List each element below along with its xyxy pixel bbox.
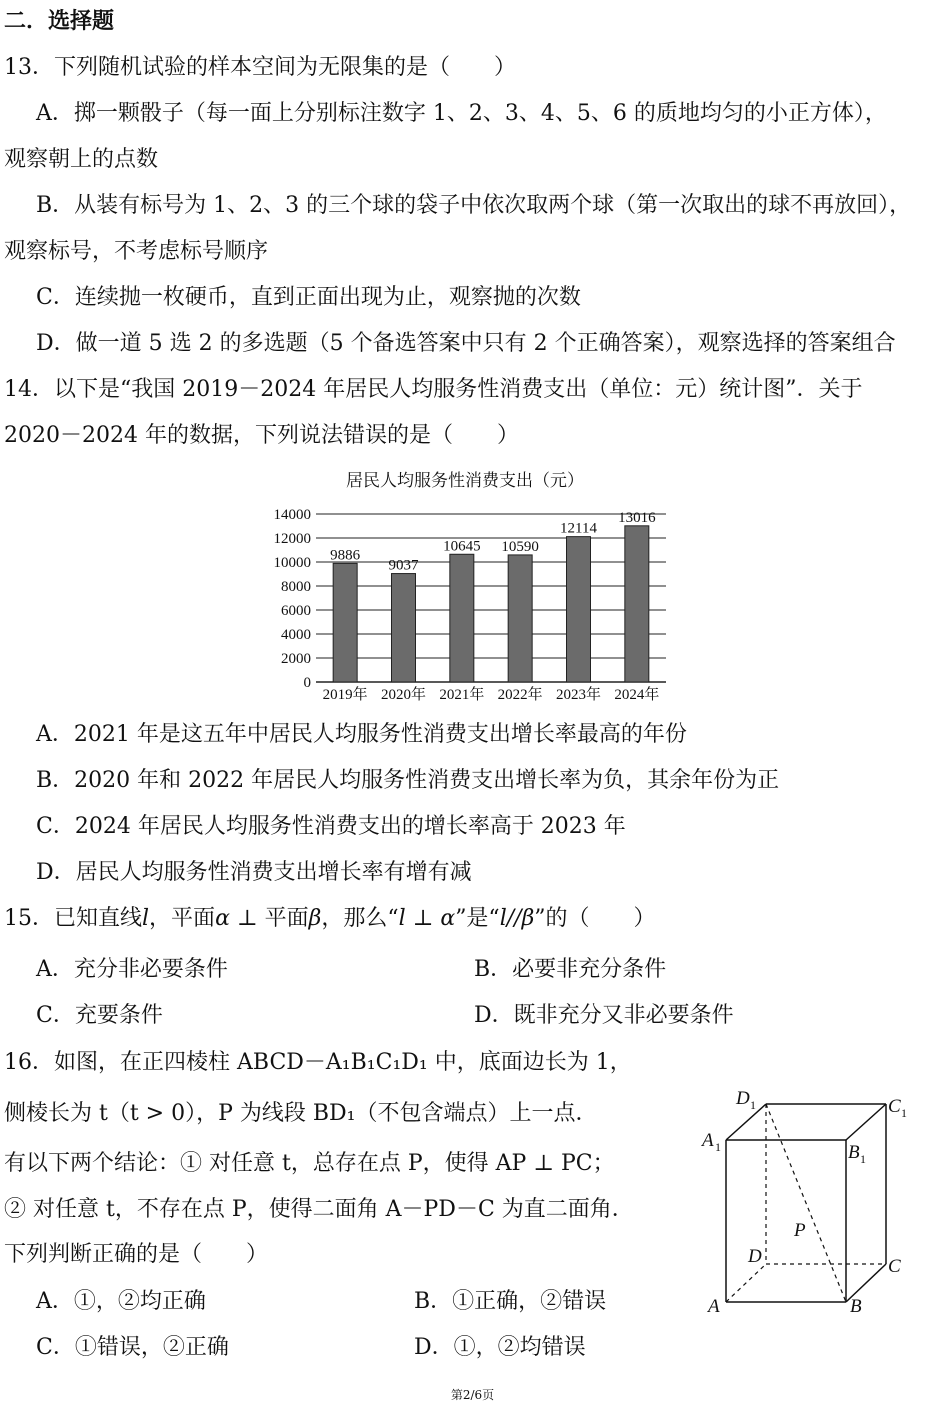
q15-text-1: 15．已知直线	[4, 906, 142, 931]
q15-text-3: 平面	[264, 906, 309, 931]
y-tick-label: 2000	[281, 651, 311, 667]
label-D1-sub: 1	[750, 1098, 756, 1112]
y-tick-label: 10000	[273, 555, 311, 571]
q16-option-a: A．①，②均正确	[36, 1289, 206, 1314]
q14-stem-line1: 14．以下是“我国 2019－2024 年居民人均服务性消费支出（单位：元）统计图”．关于	[4, 377, 863, 402]
q15-quote2-parallel: //	[506, 906, 522, 931]
y-tick-label: 6000	[281, 603, 311, 619]
y-tick-label: 4000	[281, 627, 311, 643]
q14-stem-line2: 2020－2024 年的数据，下列说法错误的是（ ）	[4, 423, 519, 448]
label-B1-sub: 1	[860, 1152, 866, 1166]
q15-var-beta: β	[308, 906, 322, 931]
label-B: B	[850, 1296, 862, 1317]
q15-quote1-alpha: α	[440, 906, 456, 931]
q16-option-d: D．①，②均错误	[414, 1335, 586, 1360]
chart-title: 居民人均服务性消费支出（元）	[346, 471, 584, 490]
bar	[450, 554, 474, 682]
label-C1: C	[888, 1096, 901, 1117]
q15-text-2: ，平面	[149, 906, 216, 931]
q16-stem-line1: 16．如图，在正四棱柱 ABCD－A₁B₁C₁D₁ 中，底面边长为 1，	[4, 1050, 632, 1075]
x-tick-label: 2019年	[322, 687, 368, 703]
q13-option-a-line1: A．掷一颗骰子（每一面上分别标注数字 1、2、3、4、5、6 的质地均匀的小正方体），	[36, 101, 887, 126]
q13-option-d: D．做一道 5 选 2 的多选题（5 个备选答案中只有 2 个正确答案），观察选择的答案组合	[36, 331, 896, 356]
bar	[333, 563, 357, 682]
q13-option-c: C．连续抛一枚硬币，直到正面出现为止，观察抛的次数	[36, 285, 581, 310]
x-tick-label: 2022年	[497, 687, 543, 703]
label-D1: D	[736, 1088, 750, 1109]
bar	[508, 555, 532, 682]
q15-quote1-l: l	[398, 906, 406, 931]
q15-option-c: C．充要条件	[36, 1003, 163, 1028]
page-footer: 第2/6页	[450, 1388, 495, 1402]
bar	[567, 537, 591, 682]
label-P: P	[794, 1220, 806, 1241]
x-tick-label: 2023年	[555, 687, 602, 703]
q15-option-a: A．充分非必要条件	[36, 957, 228, 982]
q16-stem-line5: 下列判断正确的是（ ）	[4, 1242, 269, 1267]
q16-option-c: C．①错误，②正确	[36, 1335, 229, 1360]
q15-var-alpha: α	[215, 906, 230, 931]
q16-option-b: B．①正确，②错误	[414, 1289, 607, 1314]
label-A1: A	[702, 1130, 714, 1151]
q13-option-b-line1: B．从装有标号为 1、2、3 的三个球的袋子中依次取两个球（第一次取出的球不再放回），	[36, 193, 912, 218]
q15-quote2-beta: β	[521, 906, 535, 931]
q16-stem-line2: 侧棱长为 t（t > 0），P 为线段 BD₁（不包含端点）上一点．	[4, 1101, 598, 1126]
q13-option-b-line2: 观察标号，不考虑标号顺序	[4, 239, 269, 264]
data-label: 12114	[560, 520, 597, 537]
y-tick-label: 0	[303, 675, 311, 691]
q16-stem-line4: ② 对任意 t，不存在点 P，使得二面角 A－PD－C 为直二面角．	[4, 1197, 634, 1222]
data-label: 9886	[330, 547, 361, 564]
label-B1: B	[848, 1142, 860, 1163]
section-title: 二．选择题	[4, 8, 115, 34]
q14-option-a: A．2021 年是这五年中居民人均服务性消费支出增长率最高的年份	[36, 722, 687, 747]
y-tick-label: 14000	[273, 507, 311, 523]
q16-stem-line3: 有以下两个结论：① 对任意 t，总存在点 P，使得 AP ⊥ PC；	[4, 1151, 615, 1176]
bar	[625, 526, 649, 682]
q15-quote2-l: l	[499, 906, 507, 931]
bar-chart	[250, 462, 680, 712]
label-D: D	[748, 1246, 762, 1267]
q13-stem: 13．下列随机试验的样本空间为无限集的是（ ）	[4, 55, 516, 80]
q15-stem	[4, 904, 656, 934]
y-tick-label: 12000	[273, 531, 311, 547]
y-tick-label: 8000	[281, 579, 311, 595]
data-label: 10590	[501, 538, 539, 555]
q14-option-c: C．2024 年居民人均服务性消费支出的增长率高于 2023 年	[36, 814, 626, 839]
q15-quote1-perp: ⊥	[405, 906, 441, 931]
q15-text-5: ”是“	[455, 906, 500, 931]
q15-var-l: l	[142, 906, 150, 931]
q15-option-b: B．必要非充分条件	[474, 957, 667, 982]
data-label: 10645	[443, 538, 481, 555]
q15-option-d: D．既非充分又非必要条件	[474, 1003, 734, 1028]
q15-text-6: ”的（ ）	[534, 906, 656, 931]
data-label: 9037	[388, 557, 419, 574]
label-A1-sub: 1	[715, 1140, 721, 1154]
q15-perp-symbol: ⊥	[229, 906, 265, 931]
x-tick-label: 2021年	[439, 687, 485, 703]
data-label: 13016	[618, 509, 656, 526]
label-C1-sub: 1	[901, 1106, 907, 1120]
x-tick-label: 2024年	[614, 687, 660, 703]
q14-option-b: B．2020 年和 2022 年居民人均服务性消费支出增长率为负，其余年份为正	[36, 768, 780, 793]
q13-option-a-line2: 观察朝上的点数	[4, 147, 159, 172]
q15-text-4: ，那么“	[321, 906, 399, 931]
prism-figure	[690, 1080, 920, 1320]
bar	[392, 574, 416, 682]
q14-option-d: D．居民人均服务性消费支出增长率有增有减	[36, 860, 472, 885]
label-C: C	[888, 1256, 901, 1277]
label-A: A	[708, 1296, 720, 1317]
x-tick-label: 2020年	[380, 687, 427, 703]
